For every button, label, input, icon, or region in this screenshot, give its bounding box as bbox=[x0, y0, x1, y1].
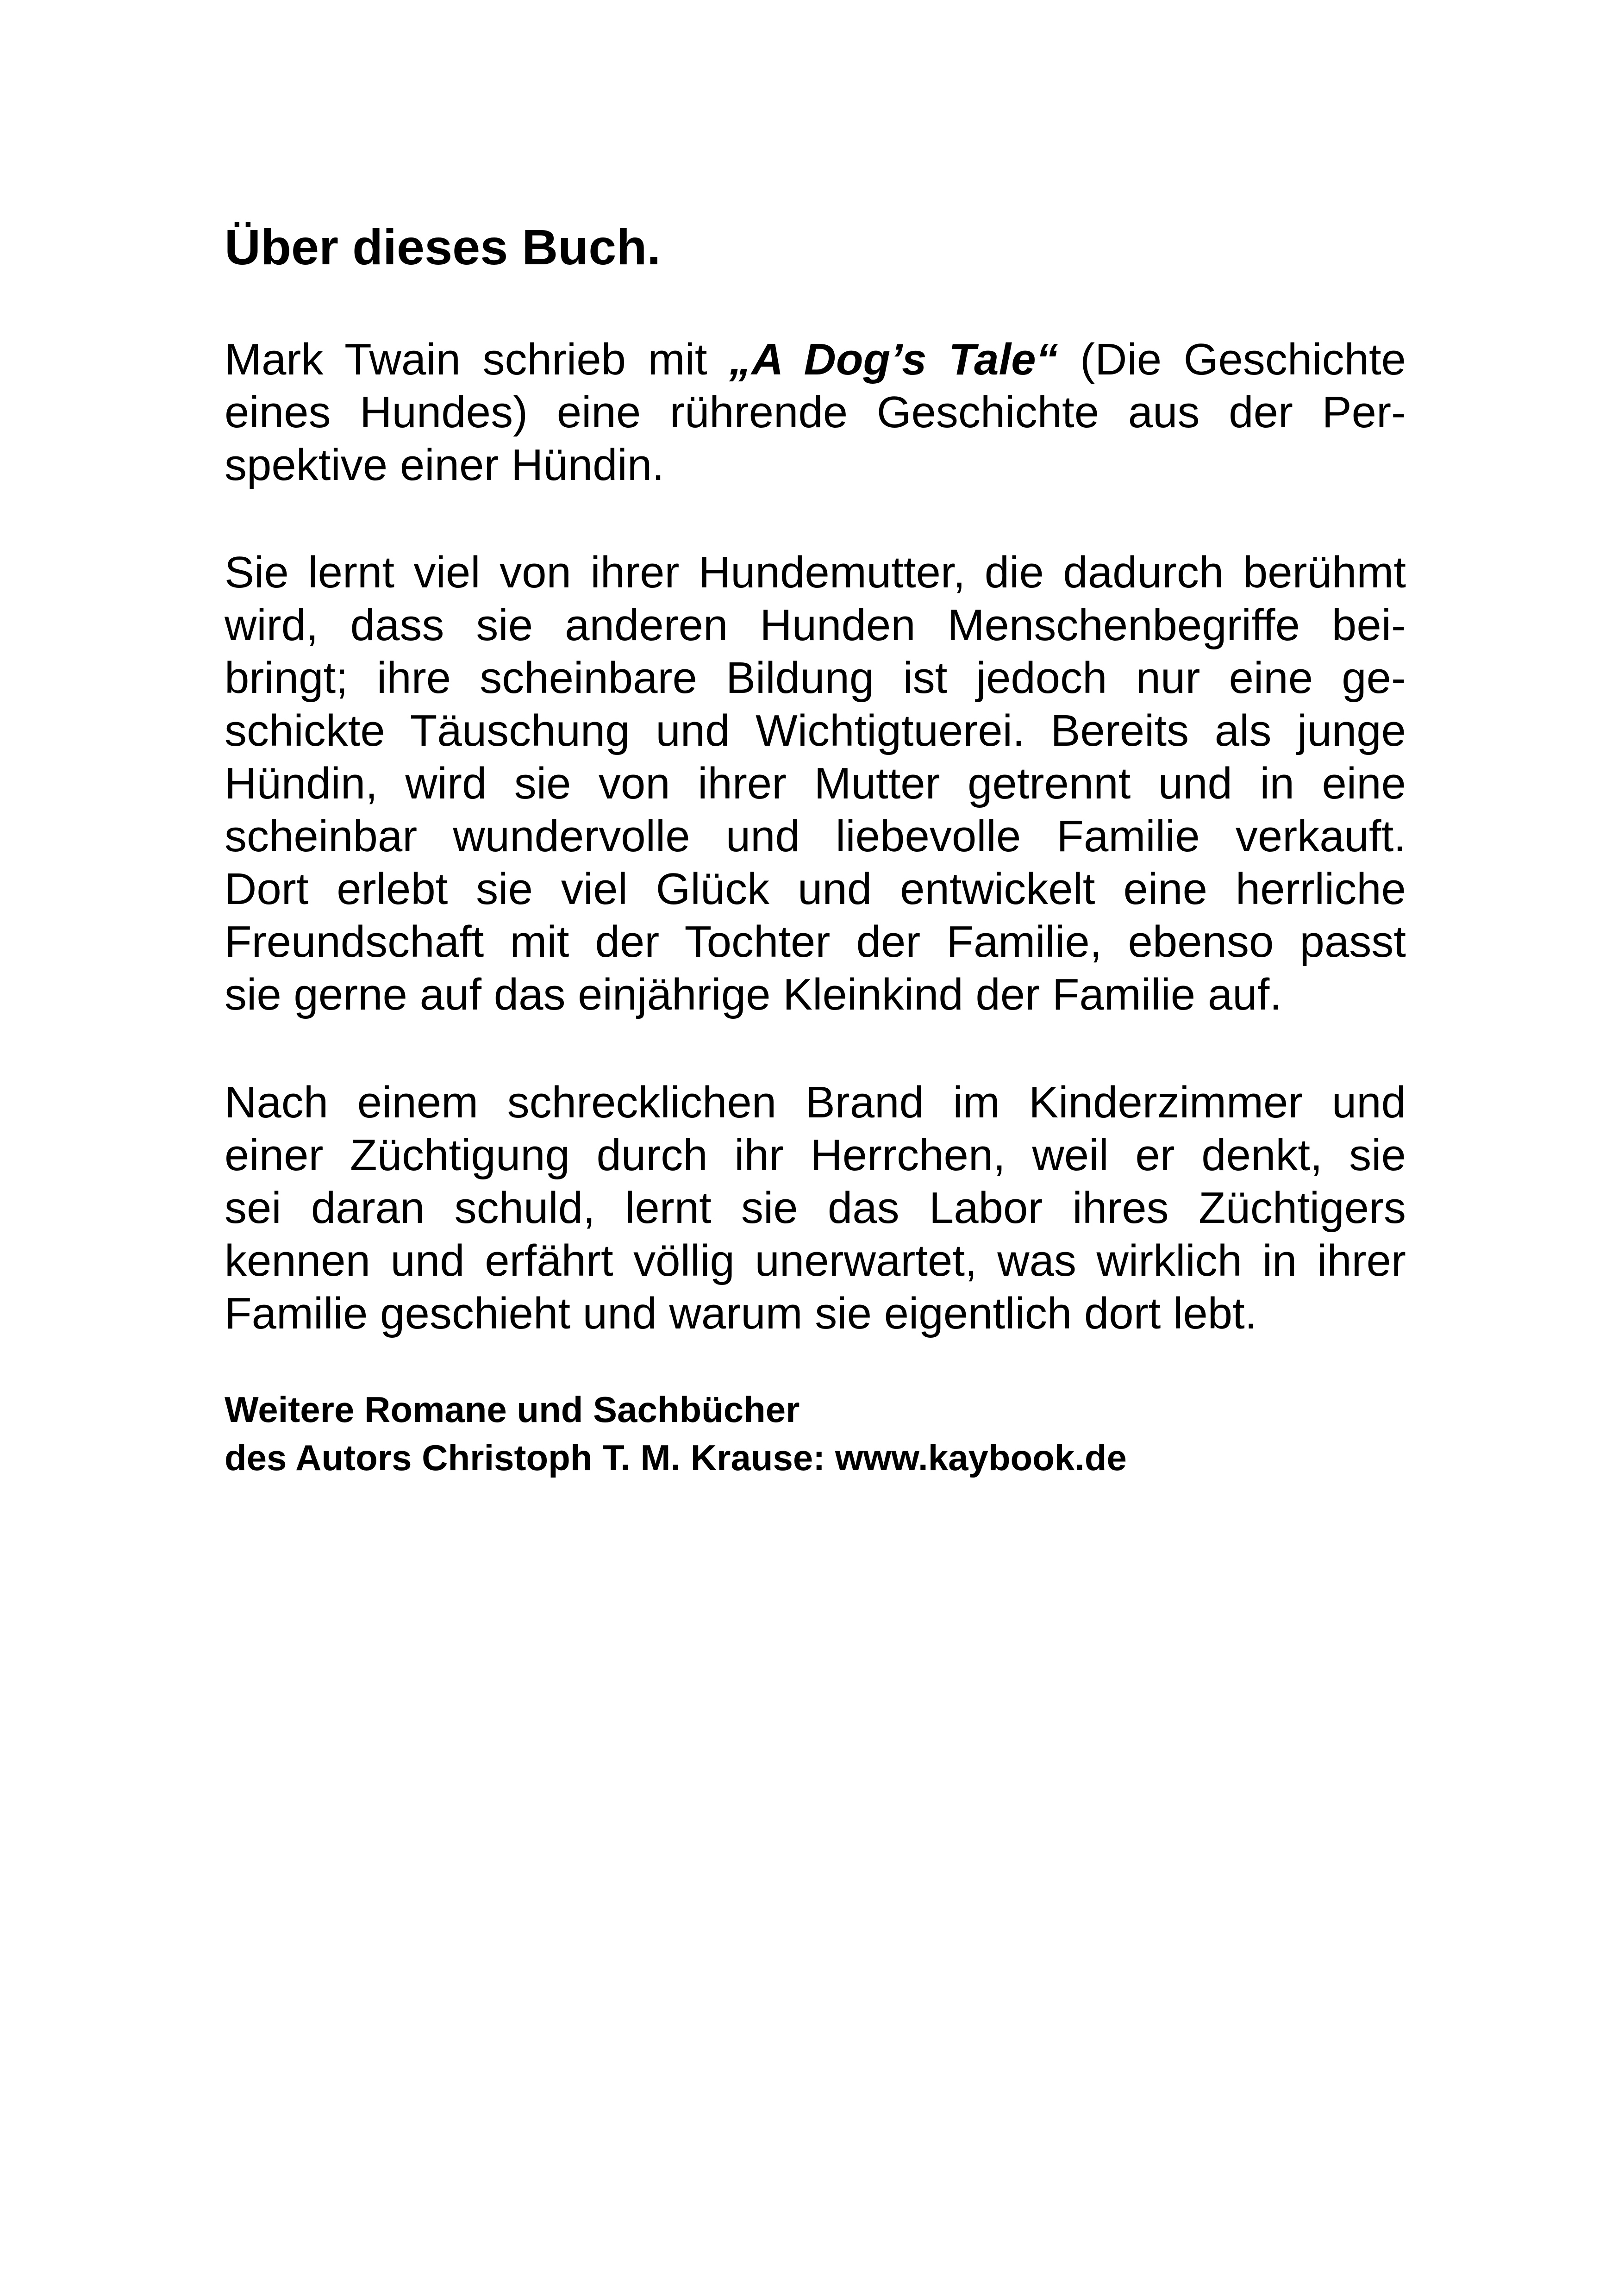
footer-line-1: Weitere Romane und Sachbücher bbox=[225, 1389, 800, 1430]
story-line: Dort erlebt sie viel Glück und entwickelt eine herrliche bbox=[225, 864, 1406, 914]
intro-prefix: Mark Twain schrieb mit bbox=[225, 335, 730, 384]
intro-line-1 bbox=[225, 333, 1406, 386]
plot-line: kennen und erfährt völlig unerwartet, was wirklich in ihrer bbox=[225, 1236, 1406, 1285]
plot-paragraph bbox=[225, 1076, 1406, 1340]
plot-line: Familie geschieht und warum sie eigentlich dort lebt. bbox=[225, 1289, 1257, 1338]
story-line: Sie lernt viel von ihrer Hundemutter, die dadurch berühmt bbox=[225, 548, 1406, 597]
story-line: Hündin, wird sie von ihrer Mutter getrennt und in eine bbox=[225, 759, 1406, 808]
story-line: wird, dass sie anderen Hunden Menschenbegriffe bei- bbox=[225, 600, 1406, 650]
page-heading: Über dieses Buch. bbox=[225, 219, 661, 275]
intro-paragraph bbox=[225, 333, 1406, 492]
story-line: bringt; ihre scheinbare Bildung ist jedoch nur eine ge- bbox=[225, 653, 1406, 703]
book-page bbox=[225, 0, 1406, 2295]
plot-line: sei daran schuld, lernt sie das Labor ihres Züchtigers bbox=[225, 1183, 1406, 1233]
footer-line-2: des Autors Christoph T. M. Krause: www.kaybook.de bbox=[225, 1437, 1127, 1478]
plot-line: Nach einem schrecklichen Brand im Kinderzimmer und bbox=[225, 1078, 1406, 1127]
story-line: schickte Täuschung und Wichtigtuerei. Bereits als junge bbox=[225, 706, 1406, 755]
story-line: Freundschaft mit der Tochter der Familie, ebenso passt bbox=[225, 917, 1406, 967]
plot-line: einer Züchtigung durch ihr Herrchen, weil er denkt, sie bbox=[225, 1130, 1406, 1180]
story-line: sie gerne auf das einjährige Kleinkind der Familie auf. bbox=[225, 970, 1282, 1019]
story-line: scheinbar wundervolle und liebevolle Familie verkauft. bbox=[225, 811, 1406, 861]
intro-suffix: (Die Geschichte bbox=[1058, 335, 1406, 384]
book-title: „A Dog’s Tale“ bbox=[729, 335, 1058, 384]
intro-line-2: eines Hundes) eine rührende Geschichte aus der Per- bbox=[225, 387, 1406, 437]
story-paragraph bbox=[225, 546, 1406, 1021]
intro-line-3: spektive einer Hündin. bbox=[225, 440, 664, 490]
author-footer bbox=[225, 1385, 1127, 1482]
